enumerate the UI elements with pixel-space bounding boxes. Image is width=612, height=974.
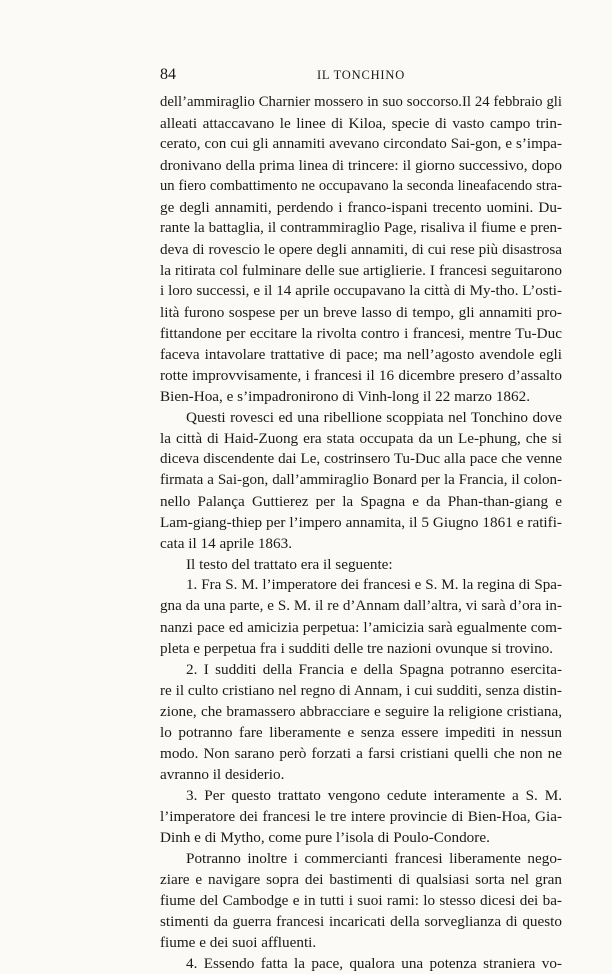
text-line: dell’ammiraglio Charnier mossero in suo soccorso.Il 24 febbraio gli	[160, 94, 562, 110]
text-line: Il testo del trattato era il seguente:	[186, 556, 393, 573]
text-line: alleati attaccavano le linee di Kiloa, specie di vasto campo trin-	[160, 115, 562, 132]
text-line: dronivano della prima linea di trincere: il giorno successivo, dopo	[160, 157, 562, 174]
text-line: un fiero combattimento ne occupavano la seconda lineafacendo stra-	[160, 178, 562, 194]
text-line: avranno il desiderio.	[160, 766, 285, 783]
text-line: pleta e perpetua fra i sudditi delle tre nazioni ovunque si trovino.	[160, 640, 554, 657]
text-line: Potranno inoltre i commercianti francesi liberamente nego-	[186, 850, 562, 867]
text-line: 1. Fra S. M. l’imperatore dei francesi e S. M. la regina di Spa-	[186, 577, 562, 593]
text-line: fittandone per eccitare la rivolta contro i francesi, mentre Tu-Duc	[160, 325, 562, 342]
text-line: modo. Non sarano però forzati a farsi cristiani quelli che non ne	[160, 745, 562, 762]
text-line: l’imperatore dei francesi le tre intere provincie di Bien-Hoa, Gia-	[160, 808, 562, 825]
text-line: stimenti da guerra francesi incaricati della sorveglianza di questo	[160, 913, 562, 930]
text-line: deva di rovescio le opere degli annamiti, di cui rese più disastrosa	[160, 241, 562, 258]
text-line: rante la battaglia, il contrammiraglio Page, risaliva il fiume e pren-	[160, 220, 562, 236]
text-line: firmata a Sai-gon, dall’ammiraglio Bonard per la Francia, il colon-	[160, 472, 562, 488]
text-line: cata il 14 aprile 1863.	[160, 535, 293, 552]
text-line: nanzi pace ed amicizia perpetua: l’amicizia sarà egualmente com-	[160, 619, 562, 636]
text-line: la ritirata col fulminare delle sue artiglierie. I francesi seguitarono	[160, 262, 562, 279]
page-number: 84	[160, 66, 176, 83]
text-line: fiume del Cambodge e in tutti i suoi rami: lo stesso dicesi dei ba-	[160, 892, 562, 909]
page-header	[160, 66, 562, 84]
text-line: nello Palança Guttierez per la Spagna e da Phan-than-giang e	[160, 493, 562, 510]
body-text	[160, 92, 562, 974]
text-line: 3. Per questo trattato vengono cedute interamente a S. M.	[186, 787, 562, 804]
text-line: Dinh e di Mytho, come pure l’isola di Poulo-Condore.	[160, 829, 490, 846]
text-line: re il culto cristiano nel regno di Annam, i cui sudditi, senza distin-	[160, 682, 562, 699]
text-line: faceva intavolare trattative di pace; ma nell’agosto avendole egli	[160, 346, 562, 363]
text-line: 2. I sudditi della Francia e della Spagna potranno esercita-	[186, 661, 562, 678]
text-line: ziare e navigare sopra dei bastimenti di qualsiasi sorta nel gran	[160, 871, 562, 888]
text-line: ge degli annamiti, perdendo i franco-ispani trecento uomini. Du-	[160, 199, 562, 216]
text-line: Lam-giang-thiep per l’impero annamita, il 5 Giugno 1861 e ratifi-	[160, 514, 562, 531]
text-line: cerato, con cui gli annamiti avevano circondato Sai-gon, e s’impa-	[160, 136, 562, 152]
text-line: diceva discendente dai Le, costrinsero Tu-Duc alla pace che venne	[160, 451, 562, 467]
running-title: IL TONCHINO	[316, 68, 406, 82]
text-line: rotte improvvisamente, i francesi il 16 dicembre presero d’assalto	[160, 367, 562, 384]
text-line: fiume e dei suoi affluenti.	[160, 934, 317, 951]
text-line: Bien-Hoa, e s’impadronirono di Vinh-long il 22 marzo 1862.	[160, 388, 530, 405]
text-line: la città di Haid-Zuong era stata occupata da un Le-phung, che si	[160, 430, 562, 447]
text-line: gna da una parte, e S. M. il re d’Annam dall’altra, vi sarà d’ora in-	[160, 598, 562, 614]
text-line: i loro successi, e il 14 aprile occupavano la città di My-tho. L’osti-	[160, 283, 562, 299]
text-line: Questi rovesci ed una ribellione scoppiata nel Tonchino dove	[186, 409, 562, 426]
text-line: zione, che bramassero abbracciare e seguire la religione cristiana,	[160, 703, 562, 720]
text-line: lità furono sospese per un breve lasso di tempo, gli annamiti pro-	[160, 304, 562, 321]
text-line: lo potranno fare liberamente e senza essere impediti in nessun	[160, 724, 562, 741]
text-line: 4. Essendo fatta la pace, qualora una potenza straniera vo-	[186, 955, 562, 972]
